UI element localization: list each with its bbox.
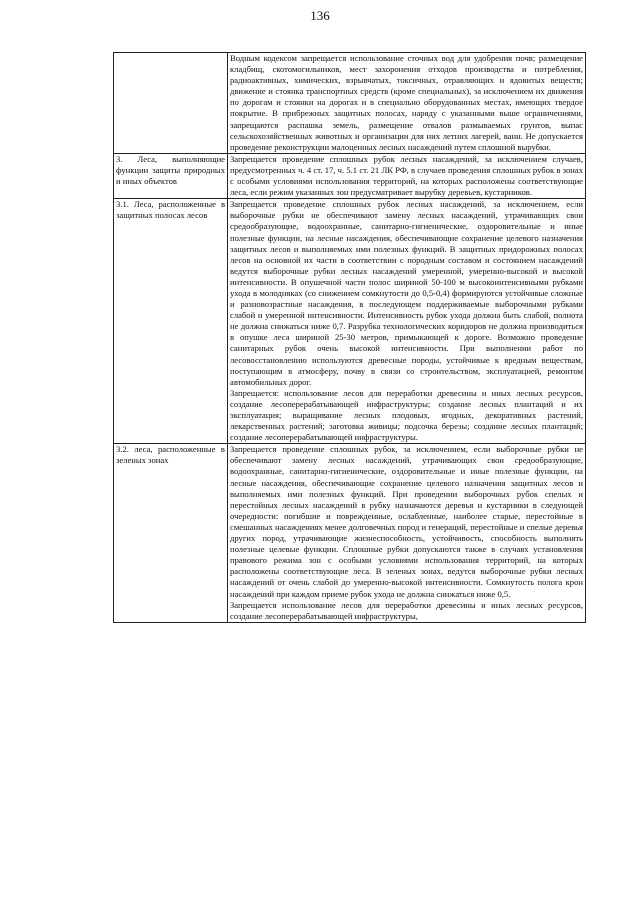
category-cell [114,53,228,154]
page-number: 136 [310,8,330,23]
restrictions-cell [228,444,586,623]
category-cell: 3. Леса, выполняющие функции защиты природных и иных объектов [114,153,228,198]
restrictions-cell [228,53,586,154]
restrictions-paragraph: Запрещается: использование лесов для переработки древесины и иных лесных ресурсов, создание лесоперерабатывающей инфраструктуры; создание лесных плантаций и их эксплуатация; выращивание лесных плодовых, ягодных, декоративных растений, лекарственных растений; заготовка живицы; подсочка березы; создание лесных плантаций; создание лесоперерабатывающей инфраструктуры. [230,387,583,443]
table-row [114,199,586,444]
forest-regulations-table [113,52,586,623]
category-cell: 3.1. Леса, расположенные в защитных полосах лесов [114,199,228,444]
table-row [114,444,586,623]
restrictions-paragraph: Запрещается использование лесов для переработки древесины и иных лесных ресурсов, создание лесоперерабатывающей инфраструктуры, [230,599,583,621]
category-cell: 3.2. леса, расположенные в зеленых зонах [114,444,228,623]
restrictions-paragraph: Запрещается проведение сплошных рубок лесных насаждений, за исключением случаев, предусмотренных ч. 4 ст. 17, ч. 5.1 ст. 21 ЛК РФ, в случаев проведения сплошных рубок в зонах с особыми условиями использования территорий, на которых расположены соответствующие леса, если режим указанных зон предусматривает вырубку деревьев, кустарников. [230,153,583,198]
restrictions-paragraph: Запрещается проведение сплошных рубок лесных насаждений, за исключением, если выборочные рубки не обеспечивают замену лесных насаждений, утрачивающих свои средообразующие, водоохранные, санитарно-гигиенические, оздоровительные и иные полезные функции, на лесные насаждения, обеспечивающие сохранение целевого назначения защитных лесов и выполняемых ими полезных функций. В защитных придорожных полосах лесов на основной их части в соответствии с породным составом и состоянием насаждений ведутся выборочные рубки лесных насаждений умеренной, умеренно-высокой и высокой интенсивности. В опушечной части полос шириной 50-100 м высокоинтенсивными рубками ухода в молодняках (со снижением сомкнутости до 0,5-0,4) формируются устойчивые сложные и разновозрастные насаждения, в последующем поддерживаемые выборочными рубками слабой и умеренной интенсивности. Интенсивность рубок ухода должна быть слабой, полнота не должна снижаться ниже 0,7. Разрубка технологических коридоров не должна производиться в опушке леса шириной 25-30 метров, примыкающей к дороге. Возможно проведение санитарных рубок очень высокой интенсивности. При выполнении работ по лесовосстановлению используются древесные породы, устойчивые к вредным веществам, поступающим в атмосферу, почву в связи со строительством, эксплуатацией, ремонтом автомобильных дорог. [230,199,583,387]
restrictions-cell [228,153,586,198]
table-row [114,153,586,198]
restrictions-cell [228,199,586,444]
restrictions-paragraph: Водным кодексом запрещается использование сточных вод для удобрения почв; размещение кладбищ, скотомогильников, мест захоронения отходов производства и потребления, радиоактивных, химических, взрывчатых, токсичных, отравляющих и ядовитых веществ; движение и стоянка транспортных средств (кроме специальных), за исключением их движения по дорогам и стоянки на дорогах и в специально оборудованных местах, имеющих твердое покрытие. В прибрежных защитных полосах, наряду с указанными выше ограничениями, запрещаются распашка земель, размещение отвалов размываемых грунтов, выпас сельскохозяйственных животных и организации для них летних лагерей, ванн. Не допускается проведение реконструкции малоценных лесных насаждений путем сплошной вырубки. [230,53,583,152]
restrictions-paragraph: Запрещается проведение сплошных рубок, за исключением, если выборочные рубки не обеспечивают замену лесных насаждений, утрачивающих свои средообразующие, водоохранные, санитарно-гигиенические, оздоровительные и иные полезные функции, на лесные насаждения, обеспечивающие сохранение целевого назначения защитных лесов и выполняемых ими полезных функций. При проведении выборочных рубок спелых и перестойных лесных насаждений в рубку назначаются деревья и кустарники в следующей очередности: погибшие и поврежденные, ослабленные, наиболее старые, перестойные в смешанных насаждениях менее долговечных пород и генераций, перестойные и спелые деревья других пород, утрачивающие жизнеспособность, устойчивость, способность выполнять полезные целевые функции. Сплошные рубки допускаются также в случаях установления правового режима зон с особыми условиями использования территорий, на которых расположены соответствующие леса. В зеленых зонах, ведутся выборочные рубки лесных насаждений от очень слабой до умеренно-высокой интенсивности. Сомкнутость полога крон насаждений при каждом приеме рубок ухода не должна снижаться ниже 0,5. [230,444,583,599]
table-row [114,53,586,154]
